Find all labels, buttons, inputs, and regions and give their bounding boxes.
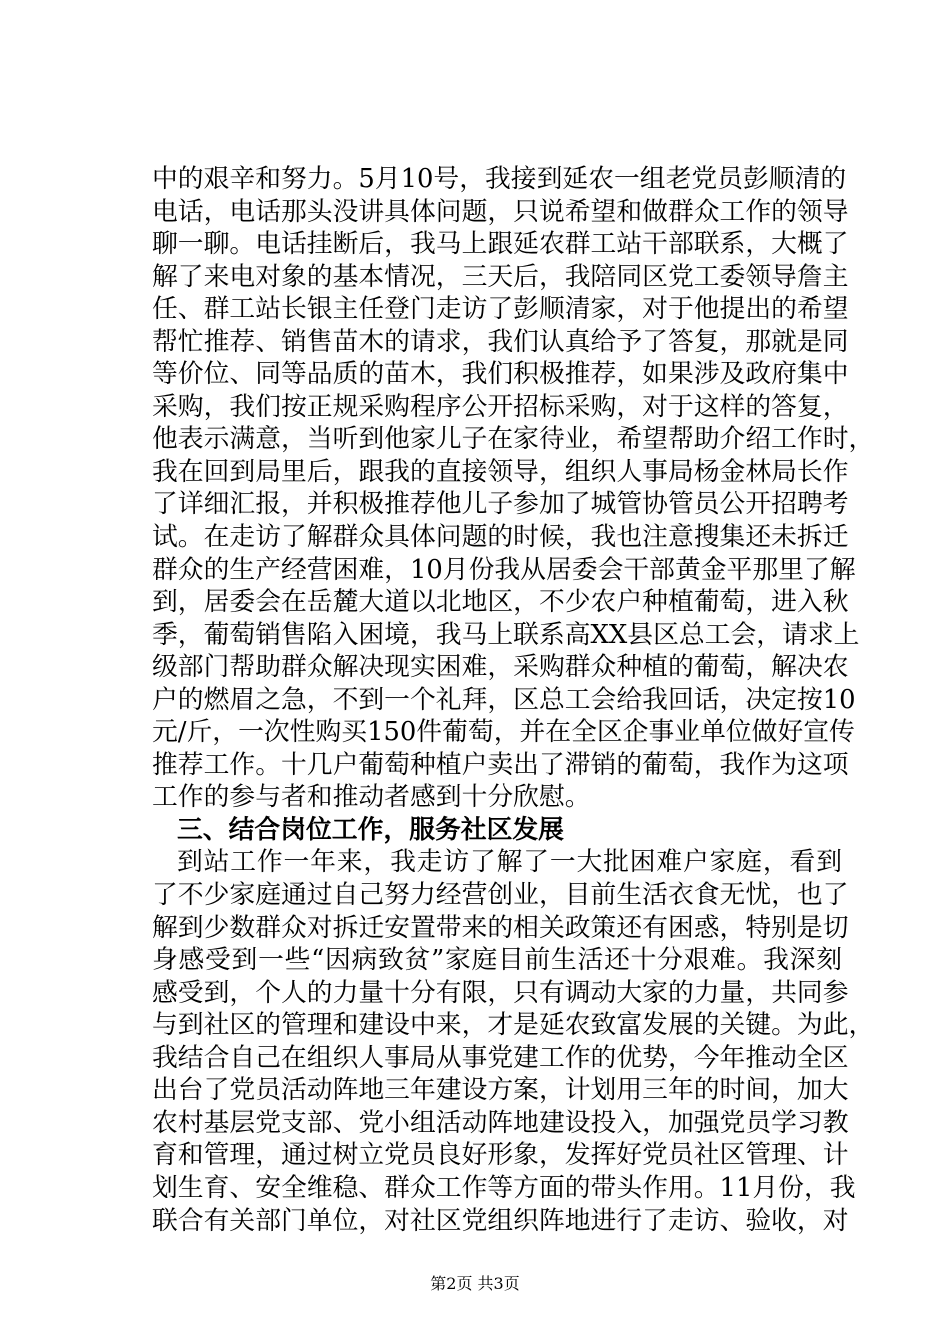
text-line: 感受到，个人的力量十分有限，只有调动大家的力量，共同参 xyxy=(152,977,849,1008)
text-line: 电话，电话那头没讲具体问题，只说希望和做群众工作的领导 xyxy=(152,196,849,227)
text-line: 了详细汇报，并积极推荐他儿子参加了城管协管员公开招聘考 xyxy=(152,489,849,520)
text-line: 聊一聊。电话挂断后，我马上跟延农群工站干部联系，大概了 xyxy=(152,229,849,260)
text-line: 与到社区的管理和建设中来，才是延农致富发展的关键。为此， xyxy=(152,1010,875,1041)
text-line: 户的燃眉之急，不到一个礼拜，区总工会给我回话，决定按10 xyxy=(152,684,856,715)
text-line: 解到少数群众对拆迁安置带来的相关政策还有困惑，特别是切 xyxy=(152,912,849,943)
document-body xyxy=(152,163,875,1237)
text-line: 试。在走访了解群众具体问题的时候，我也注意搜集还未拆迁 xyxy=(152,522,849,553)
text-line: 帮忙推荐、销售苗木的请求，我们认真给予了答复，那就是同 xyxy=(152,326,849,357)
text-line: 中的艰辛和努力。5月10号，我接到延农一组老党员彭顺清的 xyxy=(152,164,847,194)
text-line: 育和管理，通过树立党员良好形象，发挥好党员社区管理、计 xyxy=(152,1140,849,1171)
text-line: 了不少家庭通过自己努力经营创业，目前生活衣食无忧，也了 xyxy=(152,880,849,911)
text-line: 身感受到一些“因病致贫”家庭目前生活还十分艰难。我深刻 xyxy=(152,945,842,976)
text-line: 他表示满意，当听到他家儿子在家待业，希望帮助介绍工作时， xyxy=(152,424,875,455)
text-line: 划生育、安全维稳、群众工作等方面的带头作用。11月份，我 xyxy=(152,1172,856,1203)
text-line: 群众的生产经营困难，10月份我从居委会干部黄金平那里了解 xyxy=(152,554,856,585)
text-line: 联合有关部门单位，对社区党组织阵地进行了走访、验收，对 xyxy=(152,1205,849,1236)
text-line: 农村基层党支部、党小组活动阵地建设投入，加强党员学习教 xyxy=(152,1107,849,1138)
text-line: 任、群工站长银主任登门走访了彭顺清家，对于他提出的希望 xyxy=(152,294,849,325)
section-heading: 三、结合岗位工作，服务社区发展 xyxy=(177,814,564,845)
text-line: 级部门帮助群众解决现实困难，采购群众种植的葡萄，解决农 xyxy=(152,652,849,683)
text-line: 到站工作一年来，我走访了解了一大批困难户家庭，看到 xyxy=(177,847,842,878)
text-line: 季，葡萄销售陷入困境，我马上联系高XX县区总工会，请求上 xyxy=(152,619,860,650)
text-line: 解了来电对象的基本情况，三天后，我陪同区党工委领导詹主 xyxy=(152,261,849,292)
text-line: 采购，我们按正规采购程序公开招标采购，对于这样的答复， xyxy=(152,391,849,422)
text-line: 我结合自己在组织人事局从事党建工作的优势，今年推动全区 xyxy=(152,1042,849,1073)
text-line: 等价位、同等品质的苗木，我们积极推荐，如果涉及政府集中 xyxy=(152,359,849,390)
text-line: 元/斤，一次性购买150件葡萄，并在全区企事业单位做好宣传 xyxy=(152,717,855,748)
text-line: 出台了党员活动阵地三年建设方案，计划用三年的时间，加大 xyxy=(152,1075,849,1106)
text-line: 推荐工作。十几户葡萄种植户卖出了滞销的葡萄，我作为这项 xyxy=(152,749,849,780)
text-line: 工作的参与者和推动者感到十分欣慰。 xyxy=(152,782,591,813)
text-line: 到，居委会在岳麓大道以北地区，不少农户种植葡萄，进入秋 xyxy=(152,587,849,618)
page-number: 第2页 共3页 xyxy=(430,1274,520,1293)
text-line: 我在回到局里后，跟我的直接领导，组织人事局杨金林局长作 xyxy=(152,456,849,487)
